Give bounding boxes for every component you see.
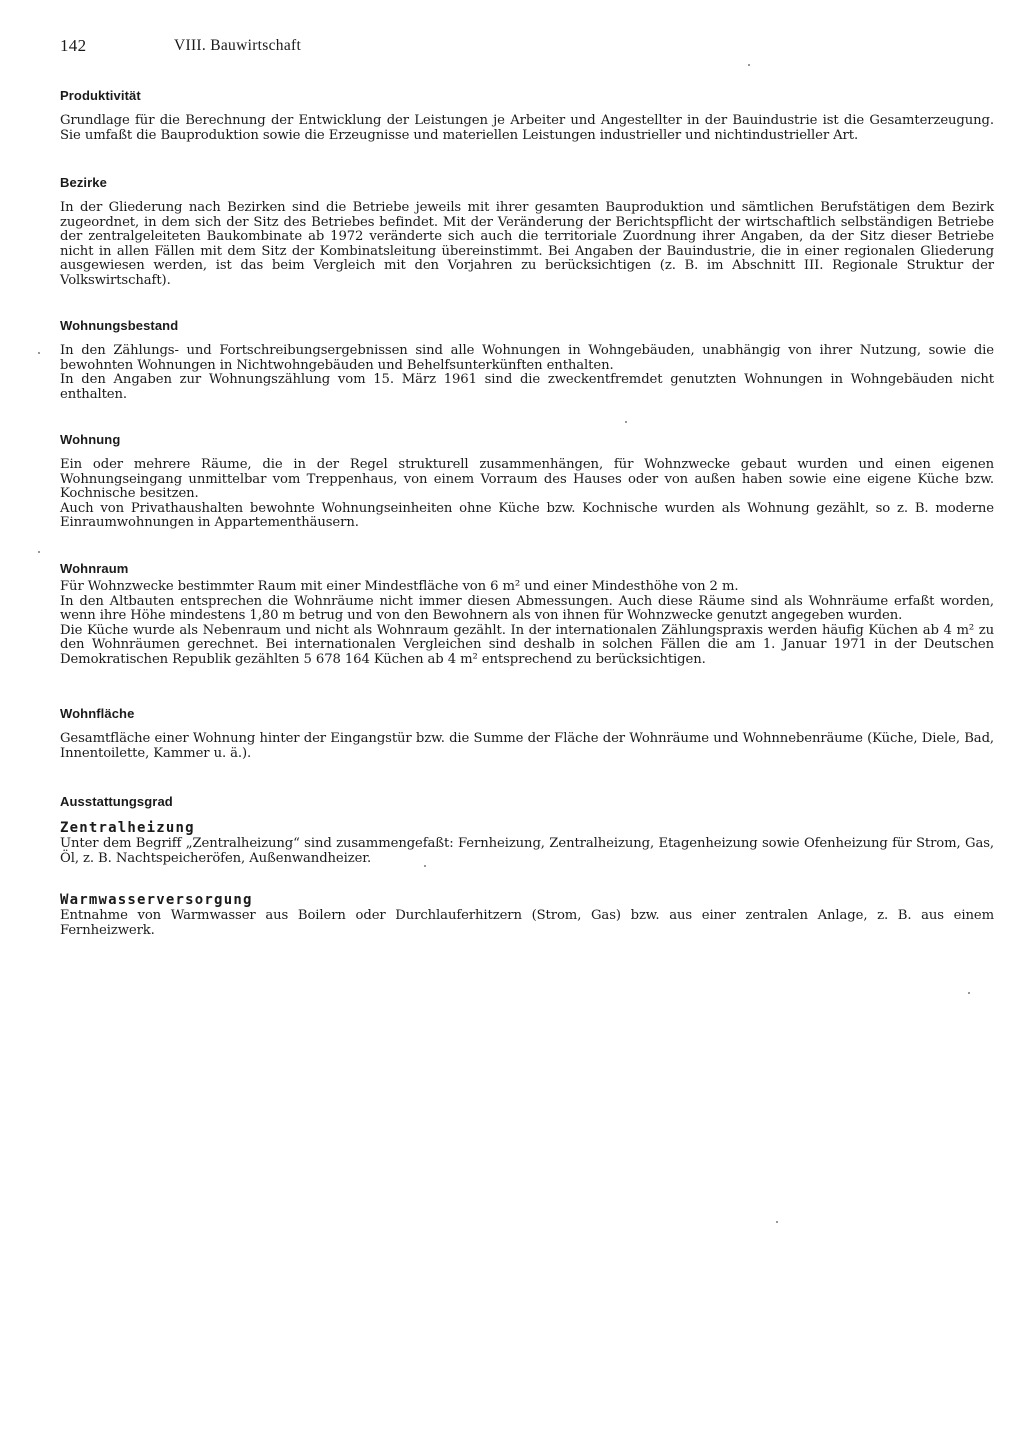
scan-speck [625,421,627,423]
page-number: 142 [60,36,87,55]
scan-speck [424,865,426,867]
paragraph: Auch von Privathaushalten bewohnte Wohnungseinheiten ohne Küche bzw. Kochnische wurden als Wohnung gezählt, so z. B. moderne Einraumwohnungen in Appartementhäusern. [60,500,994,531]
paragraph: Für Wohnzwecke bestimmter Raum mit einer Mindestfläche von 6 m² und einer Mindesthöhe von 2 m. [60,579,739,594]
subsection-heading: Zentralheizung [60,820,195,836]
subsection-heading: Warmwasserversorgung [60,892,253,909]
section-heading: Wohnfläche [60,706,135,721]
section-wohnung [60,432,994,531]
section-ausstattungsgrad [60,794,994,938]
section-wohnungsbestand [60,318,994,402]
section-heading: Wohnungsbestand [60,318,179,333]
section-wohnflaeche [60,706,994,761]
paragraph: Gesamtfläche einer Wohnung hinter der Eingangstür bzw. die Summe der Fläche der Wohnräume und Wohnnebenräume (Küche, Diele, Bad, Innentoilette, Kammer u. ä.). [60,731,994,761]
paragraph: In den Zählungs- und Fortschreibungsergebnissen sind alle Wohnungen in Wohngebäuden, unabhängig von ihrer Nutzung, sowie die bewohnten Wohnungen in Nichtwohngebäuden und Behelfsunterkünften enthalten. [60,343,994,373]
paragraph: In der Gliederung nach Bezirken sind die Betriebe jeweils mit ihrer gesamten Bauproduktion und sämtlichen Berufstätigen dem Bezirk zugeordnet, in dem sich der Sitz des Betriebes befindet. Mit der Veränderung der Berichtspflicht der wirtschaftlich selbständigen Betriebe der zentralgeleiteten Baukombinate ab 1972 veränderte sich auch die territoriale Zuordnung ihrer Angaben, da der Sitz dieser Betriebe nicht in allen Fällen mit dem Sitz der Kombinatsleitung übereinstimmt. Bei Angaben der Bauindustrie, die in einer regionalen Gliederung ausgewiesen werden, ist das beim Vergleich mit den Vorjahren zu berücksichtigen (z. B. im Abschnitt III. Regionale Struktur der Volkswirtschaft). [60,200,994,288]
section-wohnraum [60,561,994,668]
paragraph: Entnahme von Warmwasser aus Boilern oder Durchlauferhitzern (Strom, Gas) bzw. aus einer zentralen Anlage, z. B. aus einem Fernheizwerk. [60,908,994,938]
section-heading: Produktivität [60,88,141,103]
section-heading: Bezirke [60,175,107,190]
section-bezirke [60,175,994,289]
section-heading: Wohnung [60,432,121,447]
running-header [60,36,980,56]
paragraph: In den Angaben zur Wohnungszählung vom 15. März 1961 sind die zweckentfremdet genutzten Wohnungen in Wohngebäuden nicht enthalten. [60,372,994,402]
paragraph: Die Küche wurde als Nebenraum und nicht als Wohnraum gezählt. In der internationalen Zählungspraxis werden häufig Küchen ab 4 m² zu den Wohnräumen gerechnet. Bei internationalen Vergleichen sind deshalb in solchen Fällen die am 1. Januar 1971 in der Deutschen Demokratischen Republik gezählten 5 678 164 Küchen ab 4 m² entsprechend zu berücksichtigen. [60,622,994,667]
paragraph: In den Altbauten entsprechen die Wohnräume nicht immer diesen Abmessungen. Auch diese Räume sind als Wohnräume erfaßt worden, wenn ihre Höhe mindestens 1,80 m betrug und von den Bewohnern als von ihnen für Wohnzwecke genutzt angegeben wurden. [60,593,994,624]
scan-speck [38,352,40,354]
scan-speck [38,551,40,553]
paragraph: Ein oder mehrere Räume, die in der Regel strukturell zusammenhängen, für Wohnzwecke gebaut wurden und einen eigenen Wohnungseingang unmittelbar vom Treppenhaus, von einem Vorraum des Hauses oder von außen haben sowie eine eigene Küche bzw. Kochnische besitzen. [60,457,994,502]
scan-speck [968,992,970,994]
paragraph: Grundlage für die Berechnung der Entwicklung der Leistungen je Arbeiter und Angestellter in der Bauindustrie ist die Gesamterzeugung. Sie umfaßt die Bauproduktion sowie die Erzeugnisse und materiellen Leistungen industrieller und nichtindustrieller Art. [60,113,994,143]
section-heading: Ausstattungsgrad [60,794,173,809]
section-heading: Wohnraum [60,561,129,576]
paragraph: Unter dem Begriff „Zentralheizung“ sind zusammengefaßt: Fernheizung, Zentralheizung, Etagenheizung sowie Ofenheizung für Strom, Gas, Öl, z. B. Nachtspeicheröfen, Außenwandheizer. [60,836,994,866]
section-produktivitaet [60,88,994,143]
scan-speck [748,64,750,66]
chapter-title: VIII. Bauwirtschaft [174,37,302,54]
scan-speck [776,1221,778,1223]
